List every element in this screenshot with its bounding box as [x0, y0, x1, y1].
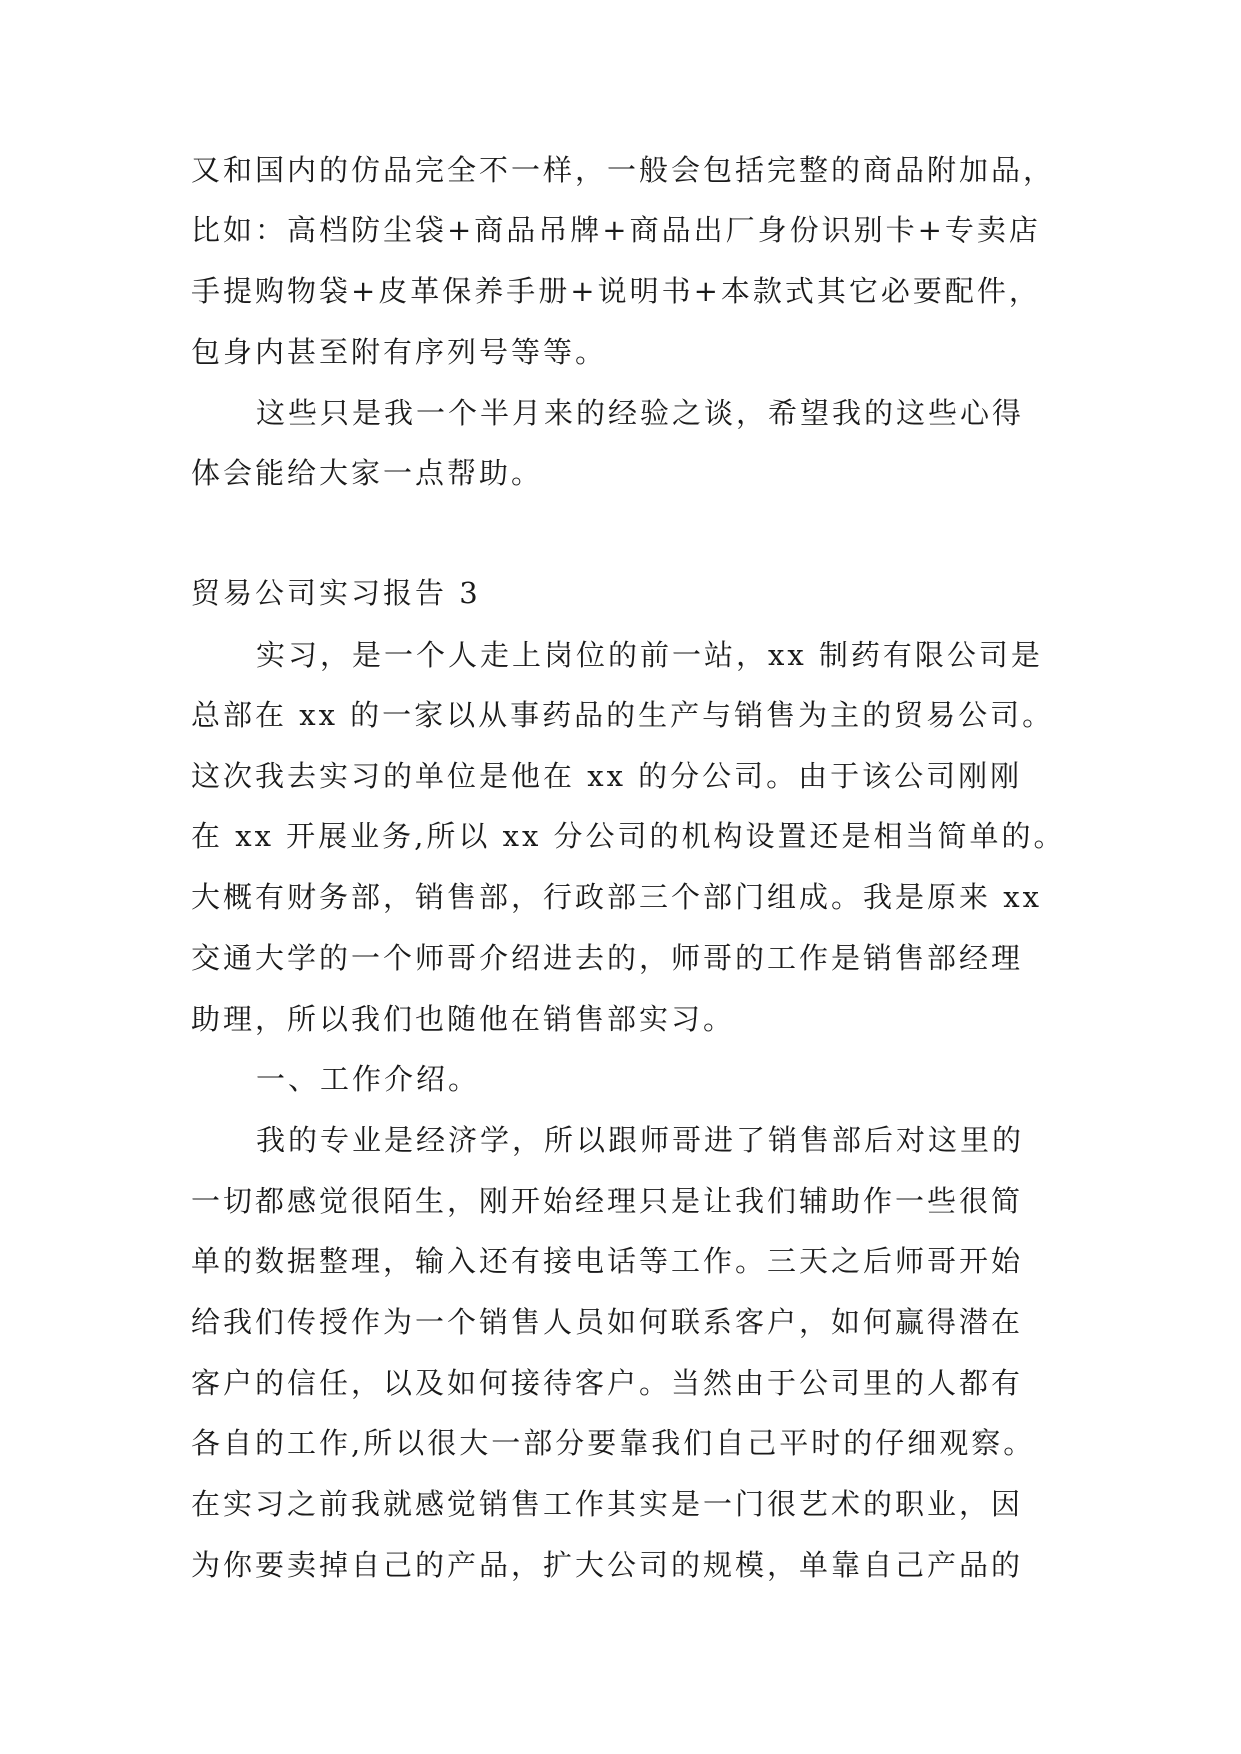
paragraph-first-line: 我的专业是经济学，所以跟师哥进了销售部后对这里的 — [256, 1123, 1025, 1157]
paragraph-first-line: 这些只是我一个半月来的经验之谈，希望我的这些心得 — [256, 396, 1025, 430]
body-text-line: 单的数据整理，输入还有接电话等工作。三天之后师哥开始 — [191, 1244, 1024, 1278]
body-text-line: 各自的工作,所以很大一部分要靠我们自己平时的仔细观察。 — [191, 1426, 1036, 1460]
body-text-line: 比如：高档防尘袋+商品吊牌+商品出厂身份识别卡+专卖店 — [191, 213, 1041, 247]
body-text-line: 交通大学的一个师哥介绍进去的，师哥的工作是销售部经理 — [191, 941, 1024, 975]
body-text-line: 为你要卖掉自己的产品，扩大公司的规模，单靠自己产品的 — [191, 1548, 1024, 1582]
body-text-line: 在实习之前我就感觉销售工作其实是一门很艺术的职业，因 — [191, 1487, 1024, 1521]
paragraph-first-line: 实习，是一个人走上岗位的前一站，xx 制药有限公司是 — [256, 638, 1043, 672]
body-text-line: 一切都感觉很陌生，刚开始经理只是让我们辅助作一些很简 — [191, 1184, 1024, 1218]
body-text-line: 在 xx 开展业务,所以 xx 分公司的机构设置还是相当简单的。 — [191, 819, 1066, 853]
body-text-line: 助理，所以我们也随他在销售部实习。 — [191, 1002, 736, 1036]
section-heading: 贸易公司实习报告 3 — [191, 576, 481, 610]
body-text-line: 给我们传授作为一个销售人员如何联系客户，如何赢得潜在 — [191, 1305, 1024, 1339]
body-text-line: 又和国内的仿品完全不一样，一般会包括完整的商品附加品， — [191, 153, 1056, 187]
body-text-line: 手提购物袋+皮革保养手册+说明书+本款式其它必要配件， — [191, 274, 1041, 308]
body-text-line: 体会能给大家一点帮助。 — [191, 456, 544, 490]
body-text-line: 总部在 xx 的一家以从事药品的生产与销售为主的贸易公司。 — [191, 698, 1055, 732]
body-text-line: 包身内甚至附有序列号等等。 — [191, 335, 608, 369]
body-text-line: 大概有财务部，销售部，行政部三个部门组成。我是原来 xx — [191, 880, 1042, 914]
subsection-heading: 一、工作介绍。 — [256, 1062, 481, 1096]
body-text-line: 这次我去实习的单位是他在 xx 的分公司。由于该公司刚刚 — [191, 759, 1023, 793]
body-text-line: 客户的信任，以及如何接待客户。当然由于公司里的人都有 — [191, 1366, 1024, 1400]
